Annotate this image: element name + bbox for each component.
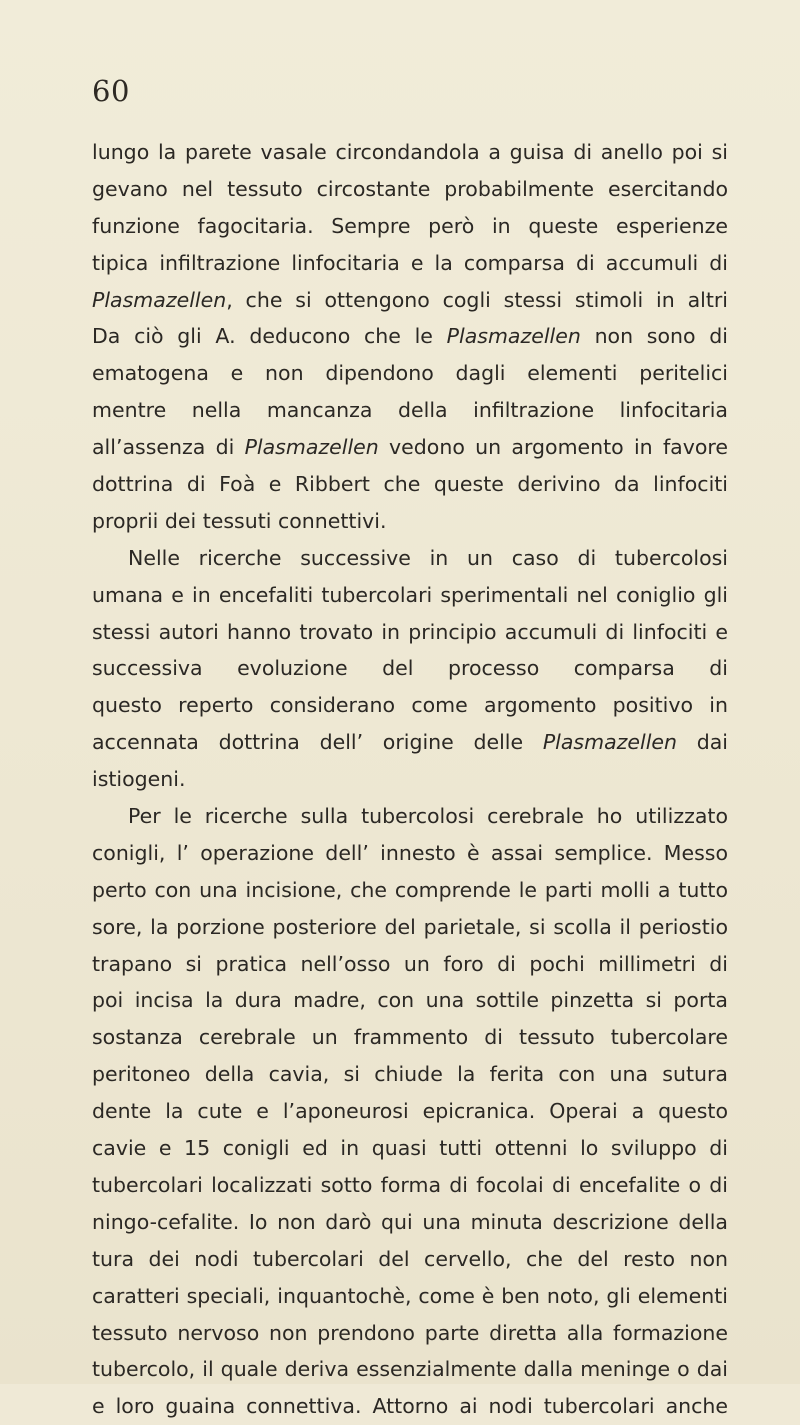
text-line: cavie e 15 conigli ed in quasi tutti ottenni lo sviluppo di (92, 1136, 728, 1161)
text-line: successiva evoluzione del processo comparsa di (92, 656, 728, 681)
text-line: sore, la porzione posteriore del parietale, si scolla il periostio (92, 914, 728, 939)
text-line: tubercolo, il quale deriva essenzialmente dalla meninge o dai (92, 1357, 728, 1382)
text-line: lungo la parete vasale circondandola a guisa di anello poi si (92, 140, 728, 164)
text-line: questo reperto considerano come argomento positivo in (92, 693, 728, 718)
text-line: Plasmazellen, che si ottengono cogli stessi stimoli in altri (92, 287, 728, 312)
text-line: mentre nella mancanza della infiltrazione linfocitaria (92, 398, 728, 423)
text-line: poi incisa la dura madre, con una sottile pinzetta si porta (92, 988, 728, 1013)
text-line: ningo-cefalite. Io non darò qui una minuta descrizione della (92, 1209, 728, 1234)
text-line: tura dei nodi tubercolari del cervello, che del resto non (92, 1246, 728, 1271)
page-number: 60 (92, 74, 130, 108)
text-line: ematogena e non dipendono dagli elementi peritelici (92, 361, 728, 386)
text-line: gevano nel tessuto circostante probabilmente esercitando (92, 176, 728, 201)
text-line: trapano si pratica nell’osso un foro di pochi millimetri di (92, 951, 728, 976)
text-line: perto con una incisione, che comprende le parti molli a tutto (92, 877, 728, 902)
text-line: Nelle ricerche successive in un caso di tubercolosi (128, 545, 728, 570)
text-line: proprii dei tessuti connettivi. (92, 508, 387, 533)
text-line: Da ciò gli A. deducono che le Plasmazellen non sono di (92, 324, 728, 349)
text-line: istiogeni. (92, 767, 186, 792)
text-line: caratteri speciali, inquantochè, come è ben noto, gli elementi (92, 1283, 728, 1308)
text-line: accennata dottrina dell’ origine delle Plasmazellen dai (92, 730, 728, 755)
text-line: sostanza cerebrale un frammento di tessuto tubercolare (92, 1025, 728, 1050)
text-line: tessuto nervoso non prendono parte diretta alla formazione (92, 1320, 728, 1345)
text-line: funzione fagocitaria. Sempre però in queste esperienze (92, 213, 728, 238)
text-line: tubercolari localizzati sotto forma di focolai di encefalite o di (92, 1172, 728, 1197)
text-line: tipica infiltrazione linfocitaria e la comparsa di accumuli di (92, 250, 728, 275)
text-line: all’assenza di Plasmazellen vedono un argomento in favore (92, 435, 728, 460)
text-line: umana e in encefaliti tubercolari sperimentali nel coniglio gli (92, 582, 728, 607)
text-line: Per le ricerche sulla tubercolosi cerebrale ho utilizzato (128, 804, 728, 829)
text-line: peritoneo della cavia, si chiude la ferita con una sutura (92, 1062, 728, 1087)
text-line: dente la cute e l’aponeurosi epicranica. Operai a questo (92, 1099, 728, 1124)
text-line: e loro guaina connettiva. Attorno ai nodi tubercolari anche (92, 1394, 728, 1419)
text-line: stessi autori hanno trovato in principio accumuli di linfociti e (92, 619, 728, 644)
body-text (92, 134, 728, 1425)
text-line: conigli, l’ operazione dell’ innesto è assai semplice. Messo (92, 840, 728, 865)
text-line: dottrina di Foà e Ribbert che queste derivino da linfociti (92, 472, 728, 497)
